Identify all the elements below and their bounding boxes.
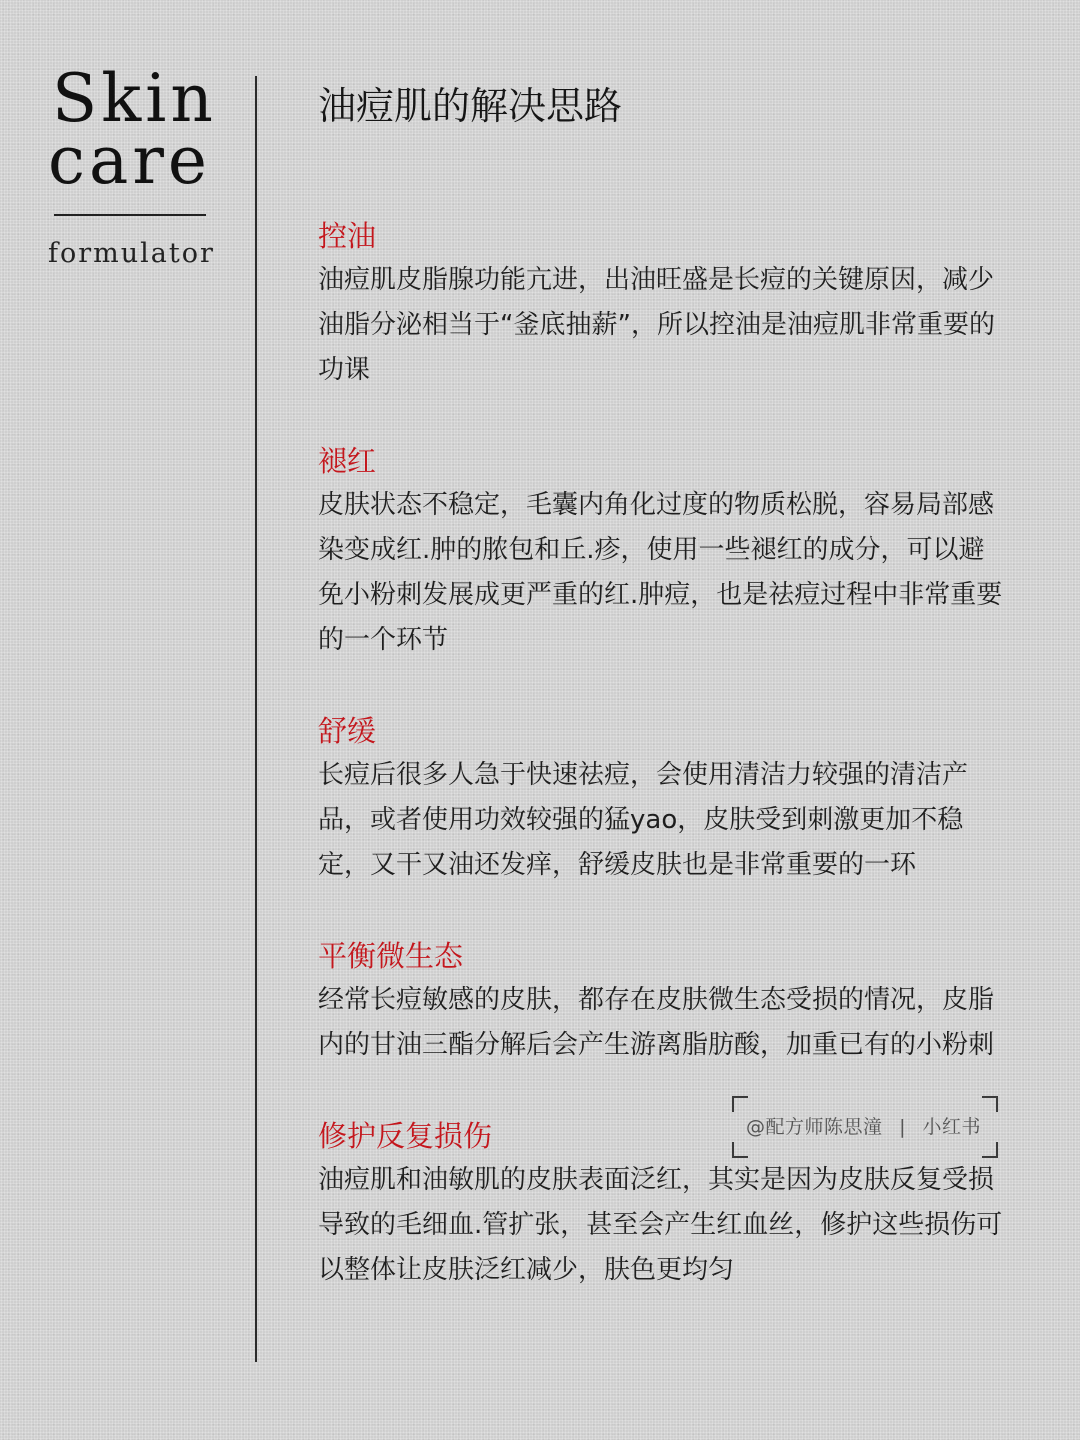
- watermark-corner: [732, 1142, 748, 1158]
- section-body: 油痘肌和油敏肌的皮肤表面泛红，其实是因为皮肤反复受损导致的毛细血.管扩张，甚至会产生红血丝，修护这些损伤可以整体让皮肤泛红减少，肤色更均匀: [318, 1165, 1003, 1285]
- section-heading: 修护反复损伤: [318, 1119, 493, 1153]
- section-heading: 控油: [318, 219, 377, 253]
- section-redness-reduction: [318, 439, 1018, 663]
- brand-subtitle: formulator: [48, 238, 215, 269]
- section-oil-control: [318, 214, 1018, 393]
- section-body: 长痘后很多人急于快速祛痘，会使用清洁力较强的清洁产品，或者使用功效较强的猛yao，皮肤受到刺激更加不稳定，又干又油还发痒，舒缓皮肤也是非常重要的一环: [318, 760, 969, 880]
- section-soothing: [318, 709, 1018, 888]
- watermark-platform: 小红书: [922, 1116, 982, 1138]
- page-title: 油痘肌的解决思路: [318, 84, 623, 128]
- brand-rule: [54, 214, 206, 216]
- section-heading: 褪红: [318, 444, 377, 478]
- watermark-corner: [732, 1096, 748, 1112]
- section-body: 皮肤状态不稳定，毛囊内角化过度的物质松脱，容易局部感染变成红.肿的脓包和丘.疹，使用一些褪红的成分，可以避免小粉刺发展成更严重的红.肿痘，也是祛痘过程中非常重要的一个环节: [318, 490, 1003, 655]
- watermark-corner: [982, 1142, 998, 1158]
- section-heading: 平衡微生态: [318, 939, 464, 973]
- vertical-divider: [255, 76, 257, 1362]
- watermark-corner: [982, 1096, 998, 1112]
- section-heading: 舒缓: [318, 714, 377, 748]
- watermark-separator: |: [899, 1116, 906, 1138]
- brand-line-care: care: [48, 122, 211, 199]
- section-body: 经常长痘敏感的皮肤，都存在皮肤微生态受损的情况，皮脂内的甘油三酯分解后会产生游离脂肪酸，加重已有的小粉刺: [318, 985, 995, 1060]
- brand-line-skin: Skin: [52, 60, 217, 137]
- section-microbiome: [318, 934, 1018, 1068]
- brand-logo: [48, 60, 218, 269]
- watermark: [732, 1096, 998, 1158]
- watermark-author: @配方师陈思潼: [746, 1116, 883, 1138]
- section-body: 油痘肌皮脂腺功能亢进，出油旺盛是长痘的关键原因，减少油脂分泌相当于“釜底抽薪”，所以控油是油痘肌非常重要的功课: [318, 265, 995, 385]
- watermark-text: [746, 1112, 981, 1139]
